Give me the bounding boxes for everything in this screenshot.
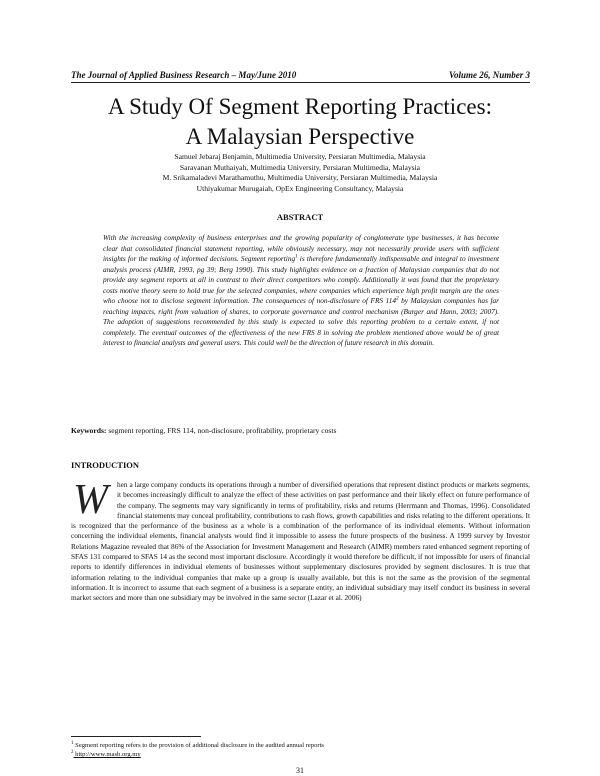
footnote-2 xyxy=(71,750,531,759)
volume-number: Volume 26, Number 3 xyxy=(448,70,530,80)
abstract-heading: ABSTRACT xyxy=(276,212,324,222)
footnote-number: 1 xyxy=(71,740,74,746)
author-line: Samuel Jebaraj Benjamin, Multimedia University, Persiaran Multimedia, Malaysia xyxy=(174,152,426,161)
abstract-text-part-1: With the increasing complexity of business enterprises and the growing popularity of conglomerate type businesses, it has become clear that consolidated financial statement reporting, while obviously necessary, may not necessarily provide users with sufficient insights for the making of informed decisions. Segment reporting xyxy=(103,233,499,263)
author-line: M. Srikamaladevi Marathamuthu, Multimedia University, Persiaran Multimedia, Malaysia xyxy=(162,173,438,182)
footnote-text: Segment reporting refers to the provision of additional disclosure in the audited annual reports xyxy=(73,742,324,749)
journal-name: The Journal of Applied Business Research – May/June 2010 xyxy=(71,70,297,80)
keywords-line xyxy=(71,426,531,435)
author-line: Uthiyakumar Murugaiah, OpEx Engineering Consultancy, Malaysia xyxy=(196,183,404,193)
paper-title xyxy=(40,92,560,152)
keywords-label: Keywords: xyxy=(71,426,107,435)
abstract-body xyxy=(103,233,499,349)
introduction-paragraph xyxy=(71,477,530,604)
title-line-1: A Study Of Segment Reporting Practices: xyxy=(108,94,492,119)
page-number: 31 xyxy=(296,766,304,775)
abstract-text-part-3: by Malaysian companies has far reaching impacts, right from valuation of shares, to corporate governance and control mechanism (Burger and Hann, 2003; 2007). The adoption of suggestions recommended by this study is expected to solve this reporting problem to a certain extent, if not completely. The eventual outcomes of the effectiveness of the new FRS 8 in solving the problem mentioned above would be of great interest to financial analysts and general users. This could well be the direction of future research in this domain. xyxy=(103,296,499,347)
footnote-link[interactable]: http://www.masb.org.my xyxy=(73,751,141,758)
running-header xyxy=(71,70,530,83)
footnote-number: 2 xyxy=(71,749,74,755)
title-line-2: A Malaysian Perspective xyxy=(185,124,415,149)
author-list xyxy=(60,152,540,194)
author-line: Saravanan Muthaiyah, Multimedia University, Persiaran Multimedia, Malaysia xyxy=(179,162,421,172)
introduction-heading: INTRODUCTION xyxy=(71,460,140,470)
footnote-ref-1[interactable]: 1 xyxy=(295,254,298,260)
footnote-ref-2[interactable]: 2 xyxy=(396,296,399,302)
drop-cap: W xyxy=(73,477,108,523)
abstract-text-part-2: is therefore fundamentally indispensable and integral to investment analysis process (AIMR, 1993, pg 39; Berg 1990). This study highlights evidence on a fraction of Malaysian companies that do not provide any segment reports at all in contrast to their direct competitors who comply. Additionally it was found that the proprietary costs motive theory seem to hold true for the selected companies, where companies which experience high profit margin are the ones who choose not to disclose segment information. The consequences of non-disclosure of FRS 114 xyxy=(103,254,499,305)
footnote-divider xyxy=(71,736,201,737)
footnotes xyxy=(71,741,531,759)
introduction-body: hen a large company conducts its operations through a number of diversified operations that represent distinct products or markets segments, it becomes increasingly difficult to analyze the effect of these activities on past performance and their likely effect on future performance of the company. The segments may vary significantly in terms of profitability, risks and returns (Herrmann and Thomas, 1996). Consolidated financial statements may conceal profitability, contributions to cash flows, growth capabilities and risks relating to the different operations. It is recognized that the performance of the business as a whole is a combination of the performance of its individual elements. Without information concerning the individual elements, financial analysts would find it impossible to assess the future prospects of the business. A 1999 survey by Investor Relations Magazine revealed that 86% of the Association for Investment Management and Research (AIMR) members rated enhanced segment reporting of SFAS 131 compared to SFAS 14 as the second most important disclosure. Accordingly it would therefore be difficult, if not impossible for users of financial reports to identify differences in individual elements of businesses without supplementary disclosures provided by segment disclosures. It is true that information relating to the individual companies that make up a group is usually available, but this is not the same as the provision of the segmental information. It is incorrect to assume that each segment of a business is a separate entity, an individual subsidiary may itself conduct its business in several market sectors and more than one subsidiary may be involved in the same sector (Lazar et al. 2006) xyxy=(71,480,530,603)
keywords-text: segment reporting, FRS 114, non-disclosure, profitability, proprietary costs xyxy=(108,426,337,435)
footnote-1 xyxy=(71,741,531,750)
